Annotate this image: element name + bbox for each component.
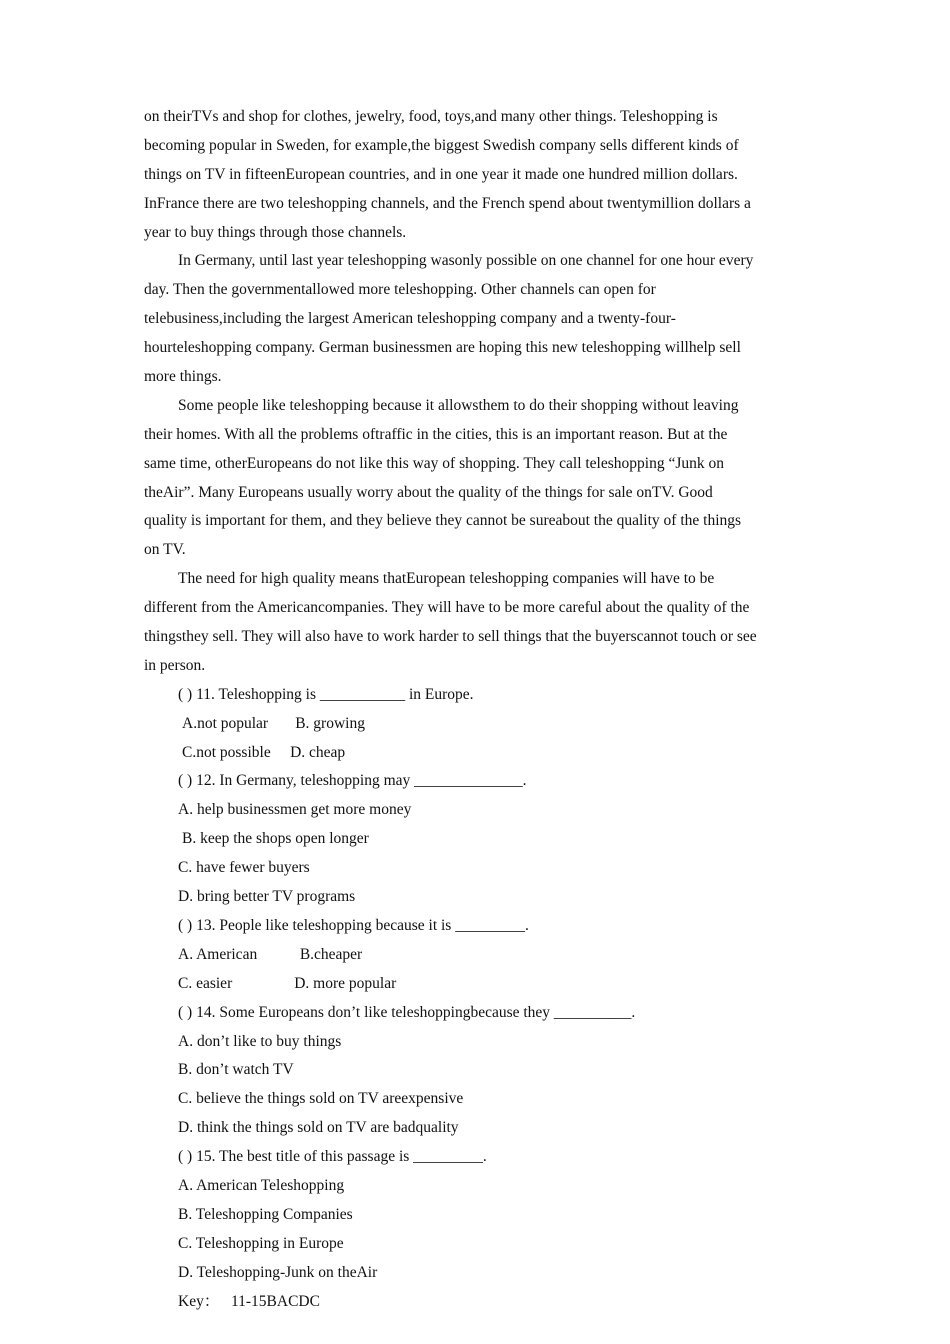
question-14 — [144, 999, 814, 1143]
question-stem: ( ) 11. Teleshopping is ___________ in Europe. — [178, 685, 474, 703]
text-line: becoming popular in Sweden, for example,the biggest Swedish company sells different kinds of — [144, 136, 739, 154]
paragraph-2 — [144, 247, 814, 391]
question-15 — [144, 1143, 814, 1287]
question-option: B. don’t watch TV — [178, 1061, 294, 1079]
question-option: C. have fewer buyers — [178, 859, 310, 877]
question-option: D. Teleshopping-Junk on theAir — [178, 1263, 378, 1281]
question-option: C. believe the things sold on TV areexpensive — [178, 1090, 464, 1108]
text-line: things on TV in fifteenEuropean countries, and in one year it made one hundred million dollars. — [144, 165, 738, 183]
question-stem: ( ) 14. Some Europeans don’t like teleshoppingbecause they __________. — [178, 1003, 636, 1021]
question-options: C.not possible D. cheap — [182, 743, 346, 761]
question-11 — [144, 681, 814, 768]
text-line: quality is important for them, and they believe they cannot be sureabout the quality of the things — [144, 512, 742, 530]
paragraph-1 — [144, 103, 814, 247]
text-line: their homes. With all the problems oftraffic in the cities, this is an important reason. But at the — [144, 425, 728, 443]
question-stem: ( ) 12. In Germany, teleshopping may ______________. — [178, 772, 527, 790]
question-option: D. think the things sold on TV are badquality — [178, 1119, 459, 1137]
question-option: B. keep the shops open longer — [182, 830, 369, 848]
text-line: The need for high quality means thatEuropean teleshopping companies will have to be — [178, 570, 715, 588]
question-option: A. American Teleshopping — [178, 1176, 345, 1194]
question-options: A. American B.cheaper — [178, 945, 363, 963]
text-line: hourteleshopping company. German businessmen are hoping this new teleshopping willhelp sell — [144, 339, 741, 357]
text-line: on TV. — [144, 541, 186, 559]
text-line: In Germany, until last year teleshopping wasonly possible on one channel for one hour every — [178, 252, 754, 270]
question-option: A. don’t like to buy things — [178, 1032, 342, 1050]
text-line: in person. — [144, 656, 206, 674]
text-line: same time, otherEuropeans do not like this way of shopping. They call teleshopping “Junk on — [144, 454, 724, 472]
document-page — [144, 103, 814, 1316]
question-13 — [144, 912, 814, 999]
paragraph-4 — [144, 565, 814, 681]
question-option: C. Teleshopping in Europe — [178, 1234, 344, 1252]
text-line: thingsthey sell. They will also have to work harder to sell things that the buyerscannot touch or see — [144, 628, 757, 646]
text-line: more things. — [144, 368, 222, 386]
paragraph-3 — [144, 392, 814, 565]
text-line: Some people like teleshopping because it allowsthem to do their shopping without leaving — [178, 396, 739, 414]
question-options: C. easier D. more popular — [178, 974, 397, 992]
text-line: theAir”. Many Europeans usually worry about the quality of the things for sale onTV. Good — [144, 483, 713, 501]
answer-key: Key： 11-15BACDC — [178, 1292, 320, 1310]
text-line: InFrance there are two teleshopping channels, and the French spend about twentymillion dollars a — [144, 194, 751, 212]
question-options: A.not popular B. growing — [182, 714, 365, 732]
question-12 — [144, 767, 814, 911]
text-line: day. Then the governmentallowed more teleshopping. Other channels can open for — [144, 281, 656, 299]
text-line: different from the Americancompanies. They will have to be more careful about the quality of the — [144, 599, 750, 617]
question-option: D. bring better TV programs — [178, 888, 356, 906]
question-option: B. Teleshopping Companies — [178, 1205, 353, 1223]
question-option: A. help businessmen get more money — [178, 801, 412, 819]
text-line: telebusiness,including the largest American teleshopping company and a twenty-four- — [144, 310, 676, 328]
text-line: on theirTVs and shop for clothes, jewelry, food, toys,and many other things. Teleshopping is — [144, 108, 718, 125]
text-line: year to buy things through those channels. — [144, 223, 407, 241]
question-stem: ( ) 15. The best title of this passage is _________. — [178, 1148, 487, 1166]
question-stem: ( ) 13. People like teleshopping because it is _________. — [178, 916, 529, 934]
